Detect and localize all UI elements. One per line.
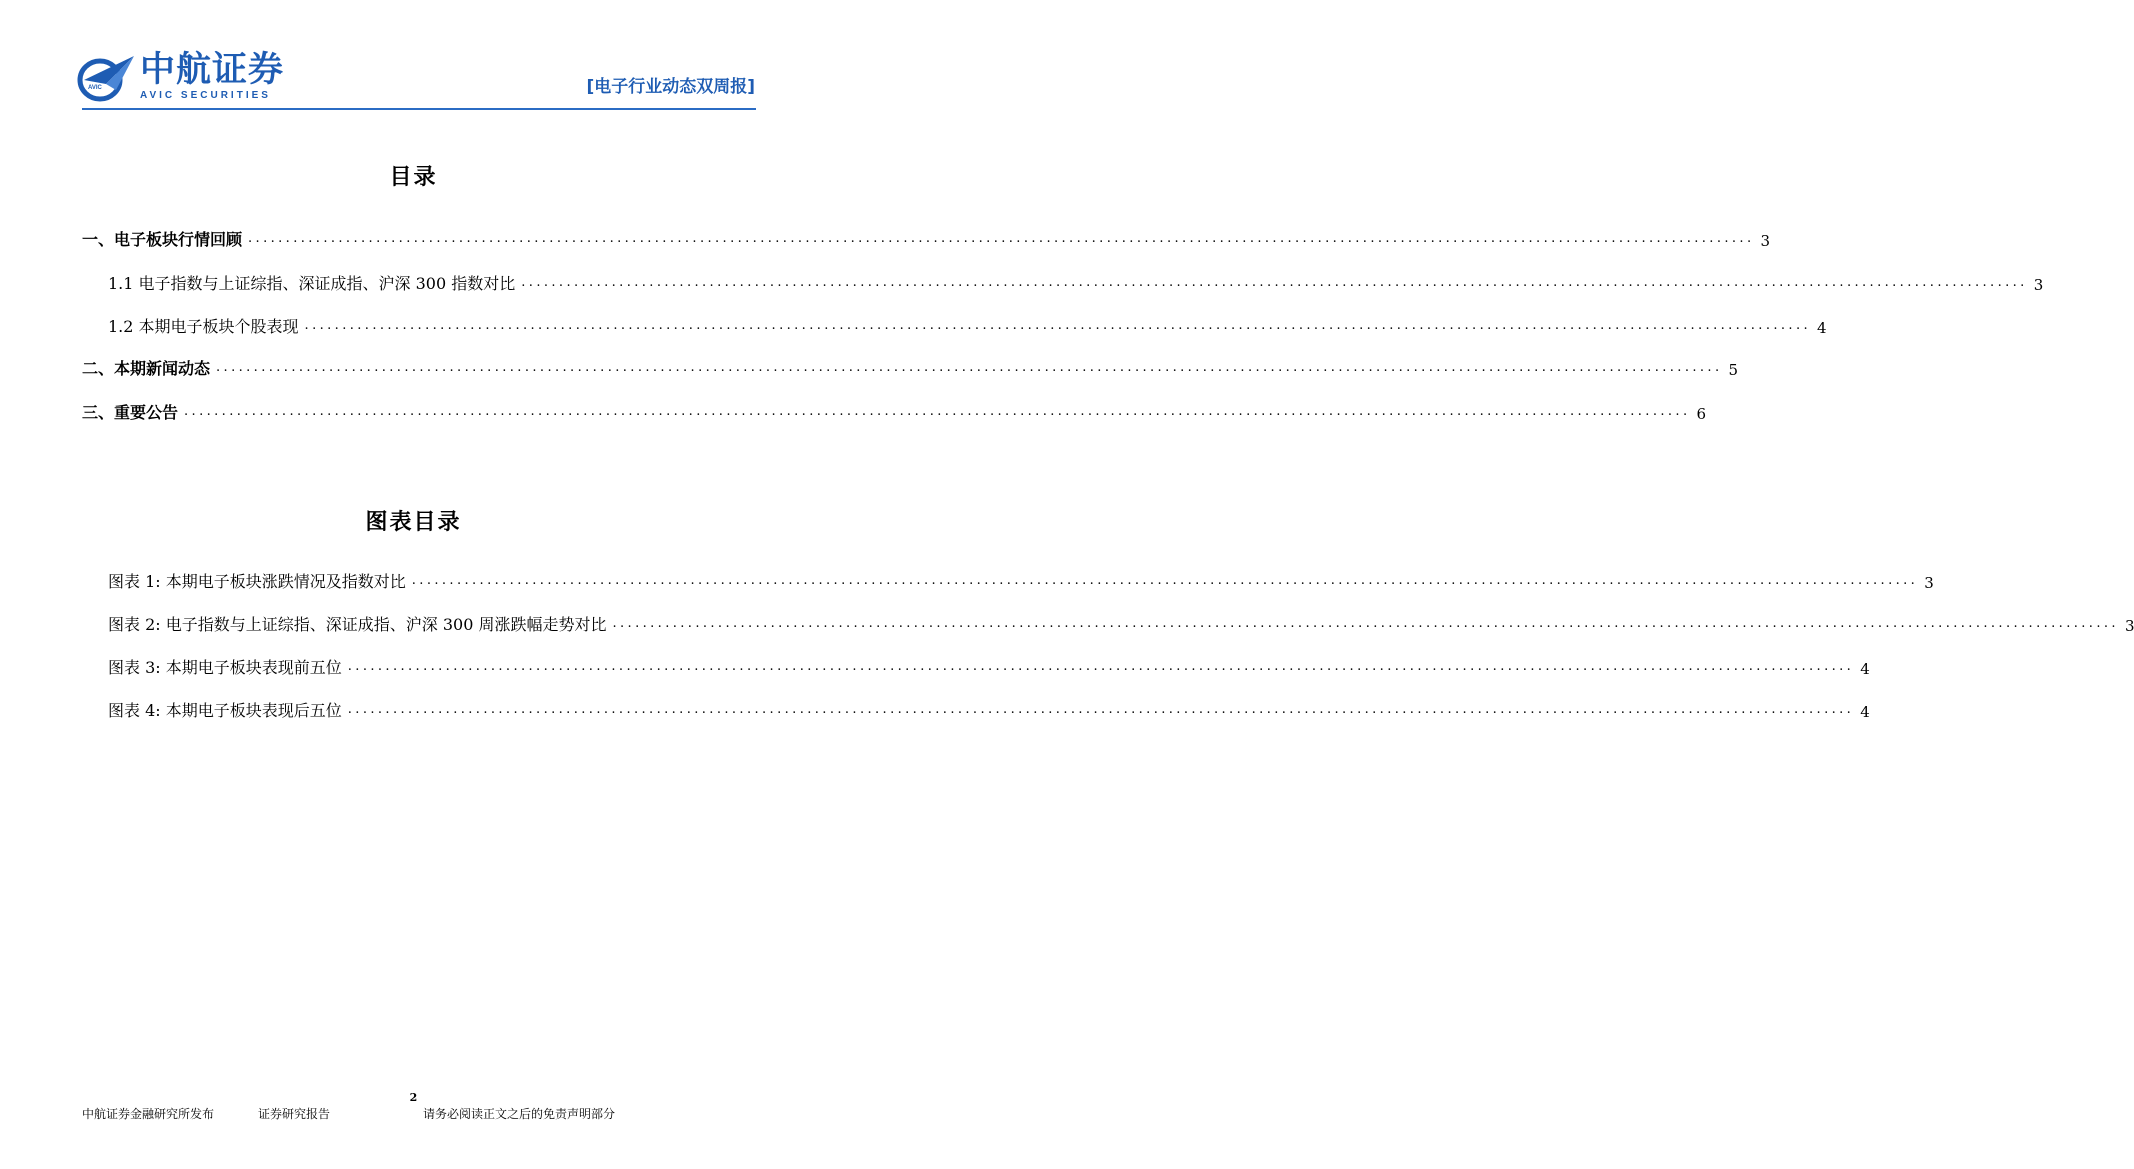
figure-leader-dots: ........................................................................................................................................................................................................ <box>411 573 1919 588</box>
company-logo <box>76 50 306 106</box>
toc-entry-page: 3 <box>1760 232 1771 250</box>
figure-entry-page: 4 <box>1860 703 1870 721</box>
toc-leader-dots: ........................................................................................................................................................................................................ <box>216 360 1723 375</box>
toc-entry-page: 4 <box>1817 319 1827 337</box>
figure-leader-dots: ........................................................................................................................................................................................................ <box>347 702 1855 717</box>
figure-leader-dots: ........................................................................................................................................................................................................ <box>347 659 1855 674</box>
figure-entry-title: 图表 3: 本期电子板块表现前五位 <box>108 658 342 677</box>
toc-entry-title: 1.2 本期电子板块个股表现 <box>108 317 299 336</box>
figure-entry-title: 图表 4: 本期电子板块表现后五位 <box>108 701 342 720</box>
toc-leader-dots: ........................................................................................................................................................................................................ <box>248 231 1755 246</box>
figure-leader-dots: ........................................................................................................................................................................................................ <box>612 616 2119 631</box>
logo-chinese-name: 中航证券 <box>140 50 285 90</box>
toc-entry[interactable] <box>108 311 1827 337</box>
header-divider <box>82 108 756 110</box>
figure-entry-title: 图表 2: 电子指数与上证综指、深证成指、沪深 300 周涨跌幅走势对比 <box>108 615 607 634</box>
footer-publisher: 中航证券金融研究所发布 <box>82 1107 215 1121</box>
toc-leader-dots: ........................................................................................................................................................................................................ <box>304 318 1812 333</box>
toc-entry-page: 5 <box>1728 361 1739 379</box>
figure-entry[interactable] <box>108 609 2134 635</box>
page-header <box>0 0 827 115</box>
toc-entry-page: 3 <box>2033 276 2044 294</box>
toc-entry[interactable] <box>82 397 1707 423</box>
figure-entry-page: 4 <box>1860 660 1870 678</box>
avic-logo-icon <box>76 50 136 102</box>
toc-leader-dots: ........................................................................................................................................................................................................ <box>184 404 1691 419</box>
toc-entry-title: 二、本期新闻动态 <box>82 359 211 378</box>
toc-entry-title: 一、电子板块行情回顾 <box>82 230 243 249</box>
toc-entry[interactable] <box>82 353 1739 379</box>
toc-leader-dots: ........................................................................................................................................................................................................ <box>521 275 2028 290</box>
toc-entry[interactable] <box>108 268 2044 294</box>
figure-entry-title: 图表 1: 本期电子板块涨跌情况及指数对比 <box>108 572 406 591</box>
logo-english-name: AVIC SECURITIES <box>140 90 271 101</box>
toc-entry-title: 三、重要公告 <box>82 403 179 422</box>
figure-list-title: 图表目录 <box>365 510 462 535</box>
footer-doc-type: 证券研究报告 <box>258 1107 331 1121</box>
figure-entry-page: 3 <box>1924 574 1934 592</box>
toc-entry-page: 6 <box>1696 405 1707 423</box>
toc-title: 目录 <box>389 165 438 190</box>
page-number: 2 <box>409 1091 418 1104</box>
report-type-label: [电子行业动态双周报] <box>586 77 755 97</box>
figure-entry-page: 3 <box>2124 617 2134 635</box>
footer-disclaimer: 请务必阅读正文之后的免责声明部分 <box>423 1107 616 1121</box>
figure-entry[interactable] <box>108 695 1870 721</box>
figure-entry[interactable] <box>108 652 1870 678</box>
toc-entry-title: 1.1 电子指数与上证综指、深证成指、沪深 300 指数对比 <box>108 274 516 293</box>
logo-mark-text: AVIC <box>88 85 102 91</box>
figure-entry[interactable] <box>108 566 1934 592</box>
toc-entry[interactable] <box>82 224 1771 250</box>
